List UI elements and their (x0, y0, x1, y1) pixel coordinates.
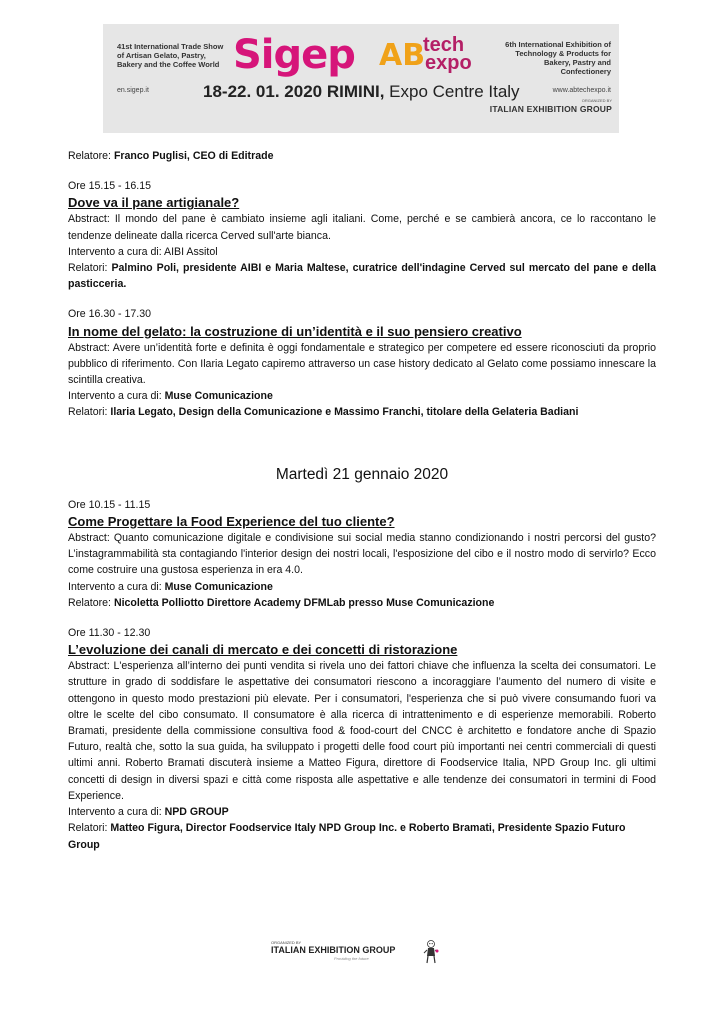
session-abstract: Abstract: Avere un’identità forte e definita è oggi fondamentale e strategico per competere ed essere riconosciuti da proprio pubblico di riferimento. Con Ilaria Legato capiremo attraverso un case history dedicato al Gelato come possiamo innescare la scintilla creativa. (68, 341, 656, 387)
day-heading: Martedì 21 gennaio 2020 (275, 465, 449, 483)
mascot-icon (423, 939, 439, 965)
intro-relatore (68, 148, 656, 164)
abtech-logo-ab: AB (379, 38, 426, 73)
session-relatori (68, 260, 656, 292)
sigep-url[interactable]: en.sigep.it (117, 87, 149, 94)
relatori-value: Matteo Figura, Director Foodservice Italy NPD Group Inc. e Roberto Bramati, Presidente Spazio Futuro Group (68, 822, 626, 851)
session (68, 178, 656, 292)
session-intervento (68, 388, 656, 404)
ieg-logo: ITALIAN EXHIBITION GROUP (489, 104, 612, 114)
sigep-description: 41st International Trade Show of Artisan Gelato, Pastry, Bakery and the Coffee World (117, 42, 224, 69)
sigep-logo: Sigep (233, 32, 355, 78)
session (68, 497, 656, 611)
footer-ieg-logo: ITALIAN EXHIBITION GROUP (271, 945, 396, 955)
relatori-value: Palmino Poli, presidente AIBI e Maria Maltese, curatrice dell'indagine Cerved sul mercato del pane e della pasticceria. (68, 262, 657, 291)
footer-tagline: Providing the future (334, 956, 369, 961)
page-footer (0, 932, 723, 972)
event-dates (203, 82, 520, 102)
abtech-url[interactable]: www.abtechexpo.it (552, 87, 611, 94)
session-intervento (68, 244, 656, 260)
relatori-value: Nicoletta Polliotto Direttore Academy DFMLab presso Muse Comunicazione (113, 596, 495, 609)
session-abstract: Abstract: Quanto comunicazione digitale e condivisione sui social media stanno condizionando i nostri percorsi del gusto? L’instagrammabilità sta contagiando l'interior design dei nostri locali, l'esposizione del cibo e il nostro modo di servirlo? Ecco come costruire una gustosa esperienza in era 4.0. (68, 532, 656, 577)
event-dates-bold: 18-22. 01. 2020 RIMINI, (203, 82, 385, 101)
session-intervento (68, 579, 656, 595)
session-time: Ore 15.15 - 16.15 (68, 180, 152, 193)
session-title: In nome del gelato: la costruzione di un’identità e il suo pensiero creativo (68, 323, 522, 339)
abtech-logo-tech: tech (423, 34, 465, 56)
session-relatori (68, 595, 656, 611)
abtech-logo-expo: expo (425, 52, 472, 74)
intervento-value: Muse Comunicazione (164, 580, 273, 593)
relatori-label: Relatore: (68, 596, 114, 609)
relatori-value: Ilaria Legato, Design della Comunicazione e Massimo Franchi, titolare della Gelateria Badiani (110, 406, 579, 419)
relatore-label: Relatore: (68, 150, 114, 162)
session-title: Come Progettare la Food Experience del tuo cliente? (68, 514, 395, 530)
session-title: L’evoluzione dei canali di mercato e dei concetti di ristorazione (68, 642, 458, 658)
intervento-label: Intervento a cura di: (68, 806, 165, 819)
relatori-label: Relatori: (68, 406, 111, 419)
intervento-value: NPD GROUP (164, 806, 229, 819)
session (68, 306, 656, 420)
footer-organized-by: ORGANIZED BY (271, 940, 302, 945)
session-time: Ore 16.30 - 17.30 (68, 308, 152, 321)
organized-by-label: ORGANIZED BY (581, 98, 612, 103)
relatori-label: Relatori: (68, 822, 111, 835)
intervento-value: AIBI Assitol (164, 245, 218, 258)
intervento-label: Intervento a cura di: (68, 245, 164, 258)
session-abstract: Abstract: Il mondo del pane è cambiato insieme agli italiani. Come, perché e se cambierà ancora, ce lo raccontano le tendenze delineate dalla ricerca Cerved sull'arte bianca. (68, 213, 656, 242)
session-time: Ore 10.15 - 11.15 (68, 498, 151, 511)
intervento-label: Intervento a cura di: (68, 390, 165, 403)
abtech-description: 6th International Exhibition of Technology & Products for Bakery, Pastry and Confectionery (505, 40, 611, 76)
intervento-label: Intervento a cura di: (68, 580, 165, 593)
session-relatori (68, 820, 656, 852)
program-content (68, 148, 656, 853)
relatore-name: Franco Puglisi, CEO di Editrade (113, 150, 274, 162)
session-abstract: Abstract: L'esperienza all’interno dei punti vendita si rivela uno dei fattori chiave che influenza la scelta dei consumatori. Le strutture in grado di soddisfare le aspettative dei consumatori riescono a incoraggiare l’aumento del numero di visite e ottengono in questo modo prestazioni più elevate. Per i consumatori, l'esperienza che si può vivere consumando fuori va oltre le scelte del cibo consumato. Il consumatore è alla ricerca di intrattenimento e di esperienze memorabili. Roberto Bramati, presidente della commissione consultiva food & food-court del CNCC è architetto e fondatore anche di Spazio Futuro, realtà che, sotto la sua guida, ha sviluppato i progetti delle food court più importanti nei centri commerciali di questi ultimi anni. Roberto Bramati discuterà insieme a Matteo Figura, direttore di Foodservice Italia, NPD Group Inc. gli ultimi concetti di design in diversi spazi e città come risposta alle aspettative e alle tendenze dei consumatori in termini di Food Experience. (68, 660, 656, 802)
relatori-label: Relatori: (68, 262, 112, 275)
header-banner (103, 24, 619, 133)
session-time: Ore 11.30 - 12.30 (68, 627, 151, 640)
session-title: Dove va il pane artigianale? (68, 195, 240, 211)
session-intervento (68, 804, 656, 820)
event-venue: Expo Centre Italy (384, 82, 520, 101)
session (68, 625, 656, 853)
session-relatori (68, 404, 656, 420)
intervento-value: Muse Comunicazione (164, 390, 273, 403)
